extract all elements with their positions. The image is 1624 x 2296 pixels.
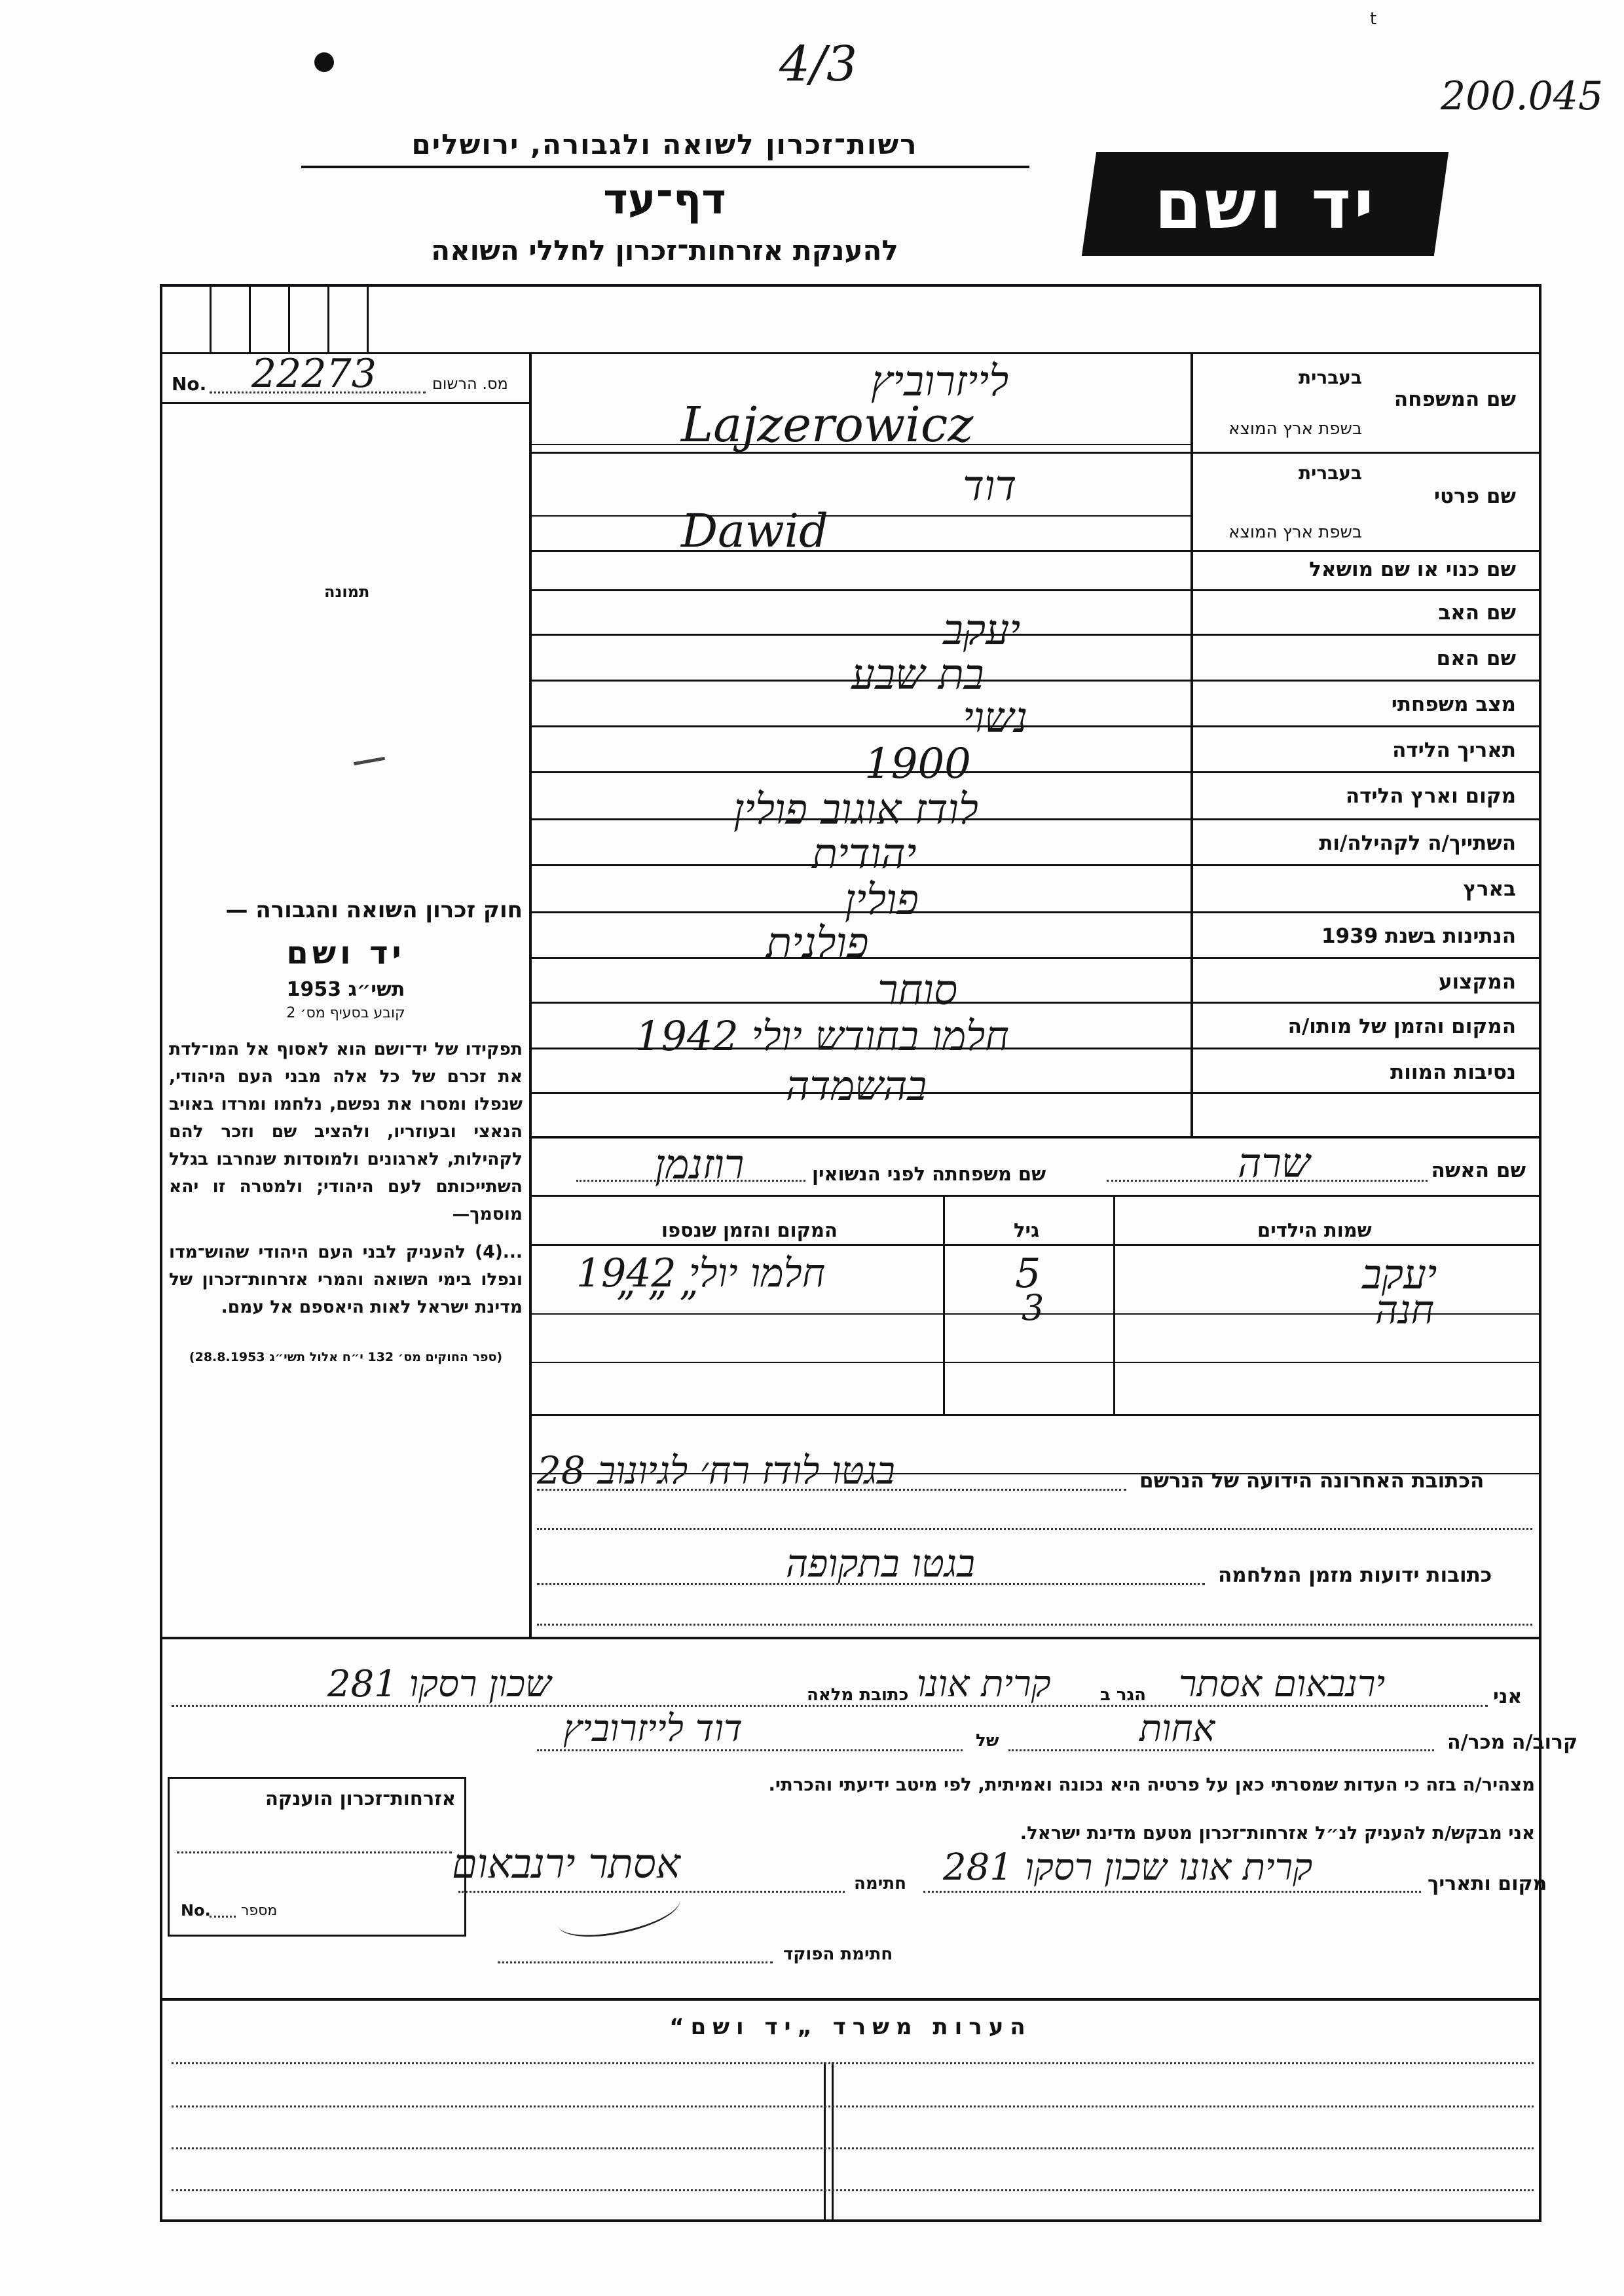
label-nickname: שם כנוי או שם מושאל (1309, 558, 1516, 581)
child-2-name: חנה (1375, 1287, 1435, 1333)
label-last-address: הכתובת האחרונה הידועה של הנרשם (1139, 1469, 1485, 1493)
law-citation: (ספר החוקים מס׳ 132 י״ח אלול תשי״ג 28.8.1953) (189, 1350, 503, 1364)
registration-label-he: מס. הרשום (432, 374, 508, 393)
yad-vashem-logo: יד ושם (1082, 152, 1449, 256)
value-relation-of: דוד לייזרוביץ (563, 1707, 743, 1750)
form-subtitle: להענקת אזרחות־זכרון לחללי השואה (431, 234, 898, 266)
label-birth-date: תאריך הלידה (1392, 738, 1516, 762)
label-war-addresses: כתובות ידועות מזמן המלחמה (1218, 1563, 1492, 1587)
value-birth-place: לודז אוגוב פולין (733, 786, 978, 834)
value-father: יעקב (943, 606, 1021, 655)
value-relation: אחות (1139, 1707, 1215, 1750)
value-declarant-city: קרית אונו (917, 1663, 1051, 1705)
value-declarant: ירנבאום אסתר (1179, 1663, 1386, 1705)
label-relative: קרוב/ה מכר/ה (1447, 1731, 1578, 1754)
left-column-border (529, 352, 532, 1637)
children-header-names: שמות הילדים (1257, 1219, 1372, 1241)
office-notes-title: הערות משרד „יד ושם“ (669, 2014, 1032, 2040)
authority-underline (301, 166, 1029, 168)
form-title: דף־עד (603, 175, 726, 224)
value-death-place: חלמו בחודש יולי 1942 (635, 1012, 1009, 1060)
record-reference: 200.045 (1441, 73, 1604, 119)
label-birth-place: מקום וארץ הלידה (1345, 784, 1516, 808)
label-column-border (1190, 352, 1193, 1136)
value-community: יהודית (812, 830, 917, 879)
photo-label: תמונה (324, 583, 370, 601)
law-clause: קובע בסעיף מס׳ 2 (286, 1005, 405, 1021)
value-first-name-he: דוד (963, 462, 1017, 511)
child-1-place: חלמו יולי 1942 (576, 1250, 826, 1296)
registration-label-en: No. (172, 373, 207, 395)
citizenship-box-title: אזרחות־זכרון הוענקה (265, 1787, 456, 1810)
child-2-place: ” ” ” (616, 1283, 698, 1328)
children-header-place: המקום והזמן שנספו (661, 1219, 838, 1241)
punch-hole (314, 52, 334, 72)
value-family-name-he: לייזרוביץ (871, 357, 1009, 406)
value-maiden: רוזנמן (655, 1140, 745, 1188)
value-birth-date: 1900 (864, 740, 971, 788)
law-excerpt (169, 897, 523, 1364)
child-2-age: 3 (1022, 1287, 1044, 1328)
value-country: פולין (845, 876, 919, 924)
law-paragraph-2: ...(4) להעניק לבני העם היהודי שהוש־מדו ונפלו בימי השואה והמרי אזרחות־זכרון של מדינת ישראל לאות היאספם אל עמם. (169, 1242, 523, 1317)
law-heading: חוק זכרון השואה והגבורה — (225, 897, 523, 923)
label-family-name-origin: בשפת ארץ המוצא (1228, 419, 1362, 439)
value-family-name-origin: Lajzerowicz (681, 397, 974, 453)
citizenship-box-number-en: No. (181, 1901, 211, 1920)
value-last-address: בגטו לודז רח׳ לגיונוב 28 (537, 1448, 895, 1493)
label-of: של (976, 1731, 999, 1751)
value-marital: נשוי (963, 694, 1028, 742)
label-profession: המקצוע (1438, 970, 1516, 994)
child-1-name: יעקב (1362, 1250, 1437, 1298)
value-declarant-address: שכון רסקו 281 (327, 1663, 551, 1705)
label-maiden: שם משפחתה לפני הנשואין (812, 1163, 1046, 1185)
label-first-name-origin: בשפת ארץ המוצא (1228, 522, 1362, 542)
folio-mark: 4/3 (779, 36, 858, 92)
value-signature: אסתר ירנבאום (452, 1840, 680, 1887)
label-mother: שם האם (1436, 647, 1516, 670)
label-wife: שם האשה (1431, 1159, 1526, 1182)
child-1-age: 5 (1015, 1249, 1041, 1297)
label-community: השתייך/ה לקהילה/ות (1319, 831, 1516, 855)
law-name: יד ושם (286, 935, 405, 972)
label-citizenship: הנתינות בשנת 1939 (1321, 924, 1516, 948)
request-text: אני מבקש/ת להעניק לנ״ל אזרחות־זכרון מטעם מדינת ישראל. (1020, 1823, 1535, 1844)
label-first-name-hebrew: בעברית (1298, 462, 1362, 484)
label-resides: הגר ב (1100, 1685, 1147, 1705)
label-marital: מצב משפחתי (1391, 693, 1516, 716)
label-death-place: המקום והזמן של מותו/ה (1287, 1015, 1516, 1038)
label-full-address: כתובת מלאה (807, 1685, 909, 1705)
citizenship-box-number-he: מספר (241, 1903, 278, 1919)
value-wife: שרה (1238, 1139, 1310, 1187)
value-war-addresses: בגטו בתקופה (786, 1541, 975, 1586)
label-first-name: שם פרטי (1433, 484, 1516, 508)
registration-number: 22273 (251, 351, 377, 397)
label-i: אני (1493, 1685, 1522, 1708)
children-header-age: גיל (1014, 1219, 1040, 1241)
label-officer-signature: חתימת הפוקד (783, 1944, 893, 1964)
law-paragraph-1: תפקידו של יד־ושם הוא לאסוף אל המו־לדת את זכרם של כל אלה מבני העם היהודי, שנפלו ומסרו את נפשם, נלחמו ומרדו באויב הנאצי ובעוזריו, ולהציב שם וזכר להם לקהילות, לארגונים ולמוסדות שנחרבו בגלל השתייכותם לעם היהודי; ולמטרה זו יהא מוסמך— (169, 1039, 523, 1224)
label-family-name-hebrew: בעברית (1298, 367, 1362, 388)
label-death-circumstances: נסיבות המוות (1390, 1061, 1516, 1084)
label-place-date: מקום ותאריך (1428, 1872, 1547, 1895)
authority-line: רשות־זכרון לשואה ולגבורה, ירושלים (411, 128, 918, 160)
value-mother: בת שבע (851, 651, 984, 699)
value-first-name-origin: Dawid (681, 504, 828, 558)
label-father: שם האב (1438, 601, 1516, 625)
label-family-name: שם המשפחה (1393, 388, 1516, 411)
value-profession: סוחר (877, 966, 958, 1015)
label-signature: חתימה (854, 1874, 906, 1893)
value-citizenship: פולנית (766, 919, 869, 968)
tick-mark: t (1370, 9, 1377, 29)
value-death-circumstances: בהשמדה (786, 1062, 927, 1110)
label-country: בארץ (1463, 877, 1516, 901)
law-year: תשי״ג 1953 (286, 978, 405, 1001)
value-place-date: קרית אונו שכון רסקו 281 (943, 1846, 1313, 1889)
declaration-text: מצהיר/ה בזה כי העדות שמסרתי כאן על פרטיה היא נכונה ואמיתית, לפי מיטב ידיעתי והכרתי. (768, 1774, 1535, 1795)
